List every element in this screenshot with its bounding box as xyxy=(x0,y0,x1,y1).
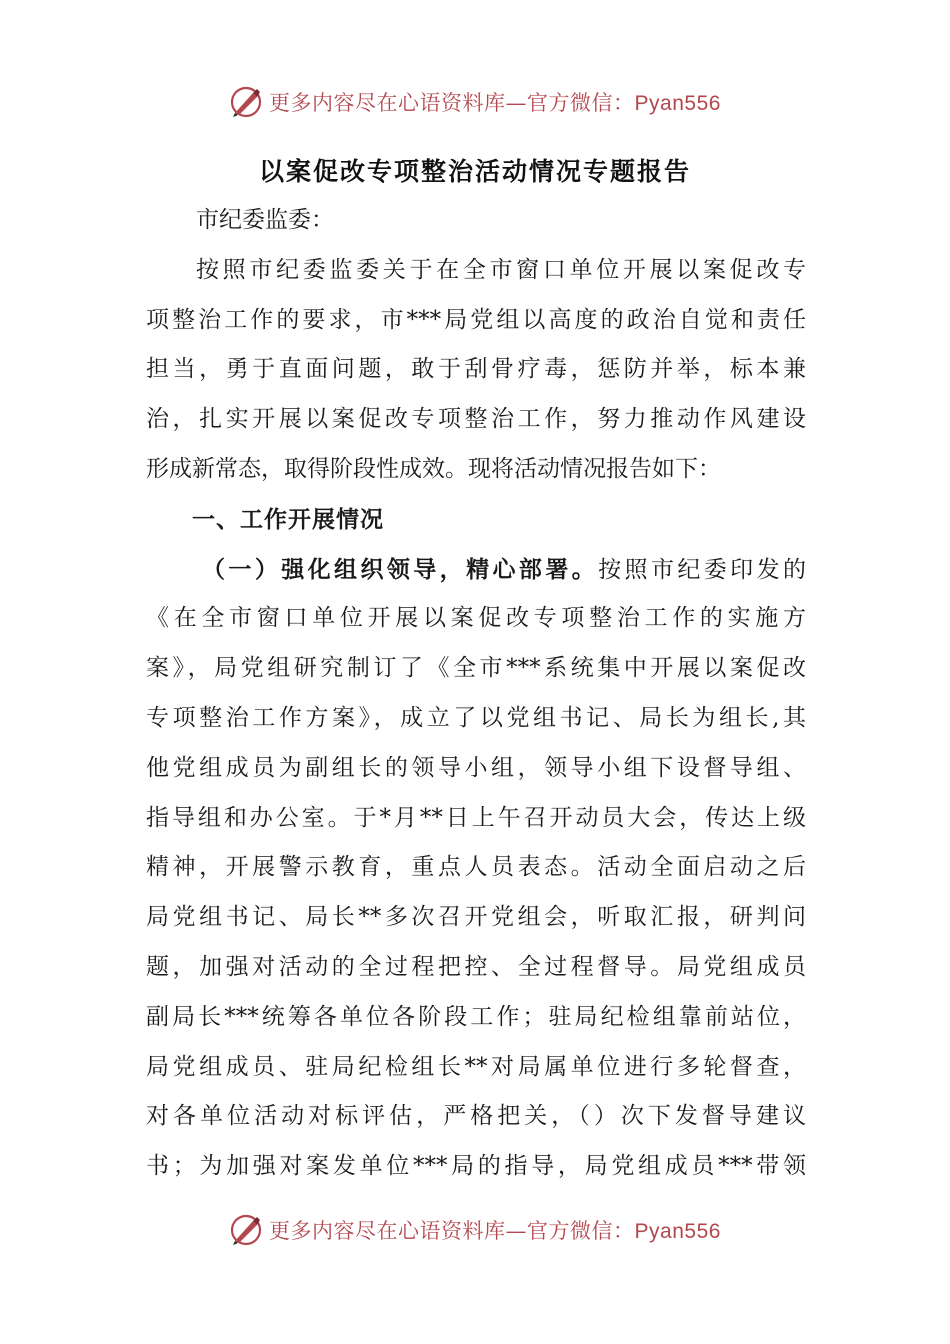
watermark-top xyxy=(0,82,950,122)
sub1-line-3: 案》，局党组研究制订了《全市***系统集中开展以案促改 xyxy=(146,655,806,682)
sub1-line-10: 副局长***统筹各单位各阶段工作；驻局纪检组靠前站位， xyxy=(146,1003,806,1030)
para1-line-5: 形成新常态，取得阶段性成效。现将活动情况报告如下： xyxy=(146,455,721,482)
para1-line-2: 项整治工作的要求，市***局党组以高度的政治自觉和责任 xyxy=(146,306,806,333)
salutation: 市纪委监委： xyxy=(196,207,334,233)
sub1-line-1 xyxy=(146,545,806,595)
sub1-line-2: 《在全市窗口单位开展以案促改专项整治工作的实施方 xyxy=(146,605,806,632)
sub1-line-8: 局党组书记、局长**多次召开党组会，听取汇报，研判问 xyxy=(146,904,806,931)
document-title: 以案促改专项整治活动情况专题报告 xyxy=(258,157,691,186)
para1-line-4: 治，扎实开展以案促改专项整治工作，努力推动作风建设 xyxy=(146,406,806,433)
sub1-first-rest: 按照市纪委印发的 xyxy=(598,556,807,583)
sub1-line-7: 精神，开展警示教育，重点人员表态。活动全面启动之后 xyxy=(146,854,806,881)
sub1-line-12: 对各单位活动对标评估，严格把关，（）次下发督导建议 xyxy=(146,1103,806,1130)
watermark-brand: Pyan556 xyxy=(634,92,721,115)
sub1-line-11: 局党组成员、驻局纪检组长**对局属单位进行多轮督查， xyxy=(146,1053,806,1080)
document-body xyxy=(146,196,806,1192)
sub1-line-6: 指导组和办公室。于*月**日上午召开动员大会，传达上级 xyxy=(146,804,806,831)
watermark-brand: Pyan556 xyxy=(634,1220,721,1243)
pen-logo-icon xyxy=(229,85,263,119)
watermark-text: 更多内容尽在心语资料库—官方微信： xyxy=(269,1219,635,1243)
watermark-bottom xyxy=(0,1210,950,1250)
watermark-text: 更多内容尽在心语资料库—官方微信： xyxy=(269,91,635,115)
sub1-line-13: 书；为加强对案发单位***局的指导，局党组成员***带领 xyxy=(146,1153,806,1180)
sub1-heading: （一）强化组织领导，精心部署。 xyxy=(202,555,599,583)
para1-line-3: 担当，勇于直面问题，敢于刮骨疗毒，惩防并举，标本兼 xyxy=(146,356,806,383)
sub1-line-9: 题，加强对活动的全过程把控、全过程督导。局党组成员 xyxy=(146,953,806,980)
pen-logo-icon xyxy=(229,1213,263,1247)
section-heading-1: 一、工作开展情况 xyxy=(192,505,384,533)
para1-line-1: 按照市纪委监委关于在全市窗口单位开展以案促改专 xyxy=(196,256,806,283)
sub1-line-4: 专项整治工作方案》，成立了以党组书记、局长为组长,其 xyxy=(146,704,806,731)
sub1-line-5: 他党组成员为副组长的领导小组，领导小组下设督导组、 xyxy=(146,754,806,781)
